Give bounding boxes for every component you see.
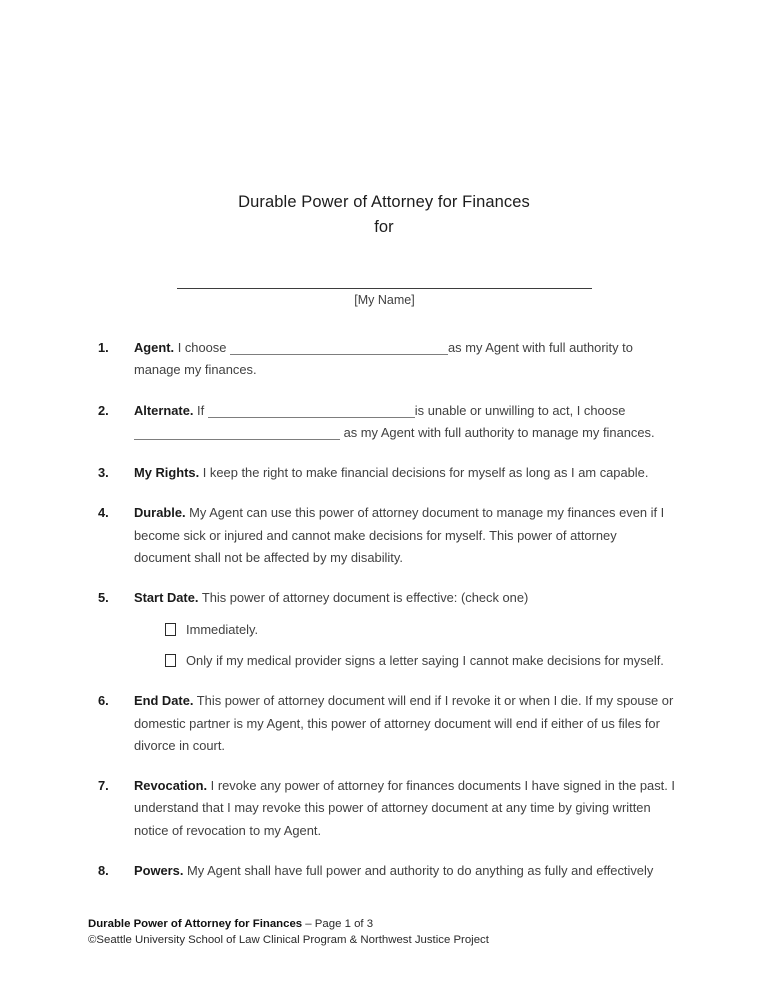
clause-number: 6. [98, 693, 109, 709]
clause-number: 1. [98, 340, 109, 355]
clause-text-pre: I choose [174, 340, 231, 355]
clause-number: 3. [98, 465, 109, 481]
footer-doc-title: Durable Power of Attorney for Finances [88, 918, 303, 930]
footer-page-label: – Page 1 of 3 [302, 918, 374, 930]
clause-item-my-rights [0, 462, 768, 484]
start-date-option-provider-letter[interactable] [165, 650, 676, 672]
clause-item-powers [0, 860, 768, 882]
clause-text-post: as my Agent with full authority to manage my finances. [134, 340, 633, 378]
alternate-condition-blank[interactable] [208, 404, 415, 418]
clause-label: Powers. [134, 863, 184, 879]
title-line-1: Durable Power of Attorney for Finances [238, 193, 530, 211]
clause-text: I revoke any power of attorney for finances documents I have signed in the past. I understand that I may revoke this power of attorney document at any time by giving written notice of revocation to my Agent. [134, 778, 675, 838]
clause-label: Agent. [134, 340, 175, 355]
clause-text: This power of attorney document will end if I revoke it or when I die. If my spouse or domestic partner is my Agent, this power of attorney document will end if either of us files for divorce in court. [134, 693, 674, 753]
clause-body [134, 400, 676, 445]
clause-body [134, 502, 676, 569]
clause-body [134, 860, 676, 882]
clause-number: 2. [98, 402, 109, 418]
clause-item-end-date [0, 690, 768, 757]
option-label: Immediately. [186, 621, 259, 637]
page-title [0, 190, 768, 240]
clause-item-agent [0, 337, 768, 382]
clause-label: Revocation. [134, 778, 208, 794]
agent-name-blank[interactable] [230, 341, 448, 355]
clause-label: My Rights. [134, 465, 200, 481]
clause-item-alternate [0, 400, 768, 445]
page-footer [88, 917, 708, 948]
clause-label: End Date. [134, 693, 194, 709]
clause-text: I keep the right to make financial decisions for myself as long as I am capable. [199, 465, 649, 481]
clause-number: 8. [98, 863, 109, 879]
name-field-caption: [My Name] [354, 293, 415, 307]
clause-item-revocation [0, 775, 768, 842]
checkbox-icon[interactable] [165, 654, 176, 667]
clause-list [0, 337, 768, 900]
clause-body [134, 337, 676, 382]
checkbox-icon[interactable] [165, 623, 176, 636]
clause-body [134, 775, 676, 842]
clause-body [134, 587, 676, 609]
clause-number: 7. [98, 778, 109, 794]
title-line-2: for [374, 218, 394, 236]
clause-text: My Agent can use this power of attorney document to manage my finances even if I become sick or injured and cannot make decisions for myself. This power of attorney document shall not be affected by my disability. [134, 505, 665, 566]
footer-title-line [88, 917, 708, 933]
start-date-options [165, 619, 676, 673]
clause-number: 4. [98, 505, 109, 521]
clause-label: Start Date. [134, 590, 199, 606]
clause-text: My Agent shall have full power and authority to do anything as fully and effectively [183, 863, 654, 879]
footer-copyright: ©Seattle University School of Law Clinical Program & Northwest Justice Project [88, 933, 489, 946]
option-label: Only if my medical provider signs a letter saying I cannot make decisions for myself. [186, 652, 664, 668]
clause-body [134, 690, 676, 757]
name-field[interactable] [177, 288, 592, 309]
start-date-option-immediately[interactable] [165, 619, 676, 641]
clause-text-post: as my Agent with full authority to manage my finances. [340, 424, 655, 440]
clause-text-pre: If [193, 402, 208, 418]
clause-text: This power of attorney document is effective: (check one) [198, 590, 529, 606]
clause-label: Alternate. [134, 402, 194, 418]
clause-label: Durable. [134, 505, 186, 521]
alternate-name-blank[interactable] [134, 426, 340, 440]
clause-text-mid: is unable or unwilling to act, I choose [414, 402, 626, 418]
clause-body [134, 462, 676, 484]
clause-item-start-date [0, 587, 768, 672]
clause-number: 5. [98, 590, 109, 606]
clause-item-durable [0, 502, 768, 569]
